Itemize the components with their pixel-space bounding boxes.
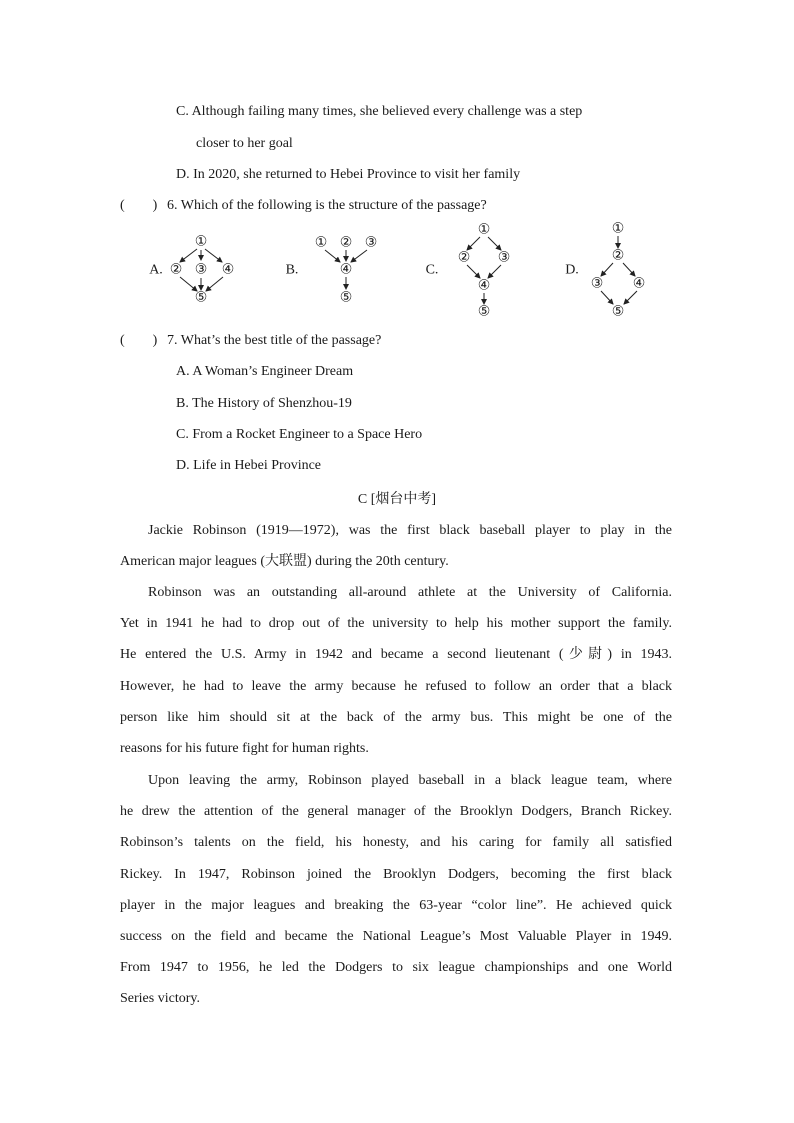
q7-option-c[interactable]: C. From a Rocket Engineer to a Space Hero bbox=[176, 427, 423, 442]
paragraph-3-line: success on the field and became the National League’s Most Valuable Player in 1949. bbox=[120, 928, 672, 944]
paragraph-3-line: Robinson’s talents on the field, his honesty, and his caring for family all satisfied bbox=[120, 835, 672, 851]
q6-question: 6. Which of the following is the structure of the passage? bbox=[167, 198, 487, 213]
b-node-4: ④ bbox=[339, 262, 353, 278]
c-node-2: ② bbox=[457, 250, 471, 266]
q7-question: 7. What’s the best title of the passage? bbox=[167, 333, 382, 348]
paragraph-1-line: American major leagues (大联盟) during the 20th century. bbox=[120, 554, 449, 570]
paragraph-2-line: However, he had to leave the army because he refused to follow an order that a black bbox=[120, 678, 672, 694]
option-c-label: C. bbox=[425, 262, 439, 278]
structure-diagrams bbox=[140, 220, 660, 329]
paragraph-3-line: he drew the attention of the general manager of the Brooklyn Dodgers, Branch Rickey. bbox=[120, 804, 672, 820]
paragraph-3-line: Series victory. bbox=[120, 991, 200, 1007]
a-node-5: ⑤ bbox=[194, 290, 208, 306]
q6-paren-close: ) bbox=[152, 198, 158, 213]
a-node-4: ④ bbox=[221, 262, 235, 278]
q7-option-d[interactable]: D. Life in Hebei Province bbox=[176, 458, 322, 473]
d-node-2: ② bbox=[611, 248, 625, 264]
d-node-3: ③ bbox=[590, 276, 604, 292]
option-d-label: D. bbox=[565, 262, 579, 278]
paragraph-2-line: reasons for his future fight for human rights. bbox=[120, 740, 369, 756]
a-node-1: ① bbox=[194, 234, 208, 250]
structure-diagrams-svg bbox=[140, 220, 660, 324]
q7-answer-blank[interactable] bbox=[120, 331, 157, 351]
q7-option-b[interactable]: B. The History of Shenzhou-19 bbox=[176, 396, 352, 411]
paragraph-1 bbox=[120, 521, 672, 583]
paragraph-3-line: Rickey. In 1947, Robinson joined the Brooklyn Dodgers, becoming the first black bbox=[120, 866, 672, 882]
paragraph-2-line: person like him should sit at the back of the army bus. This might be one of the bbox=[120, 709, 672, 725]
option-b-label: B. bbox=[285, 262, 299, 278]
q7-paren-open: ( bbox=[120, 333, 125, 348]
c-node-1: ① bbox=[477, 222, 491, 238]
b-node-3: ③ bbox=[364, 235, 378, 251]
paragraph-2-line: Robinson was an outstanding all-around athlete at the University of California. bbox=[148, 585, 672, 600]
paragraph-1-line: Jackie Robinson (1919—1972), was the first black baseball player to play in the bbox=[148, 523, 672, 538]
q5-option-d: D. In 2020, she returned to Hebei Province to visit her family bbox=[176, 167, 521, 182]
a-node-2: ② bbox=[169, 262, 183, 278]
d-node-5: ⑤ bbox=[611, 304, 625, 320]
paragraph-2-line: He entered the U.S. Army in 1942 and became a second lieutenant (少尉) in 1943. bbox=[120, 647, 672, 663]
c-node-3: ③ bbox=[497, 250, 511, 266]
q7-paren-close: ) bbox=[152, 333, 158, 348]
q6-answer-blank[interactable] bbox=[120, 196, 157, 216]
c-node-4: ④ bbox=[477, 278, 491, 294]
paragraph-3-line: player in the major leagues and breaking the 63-year “color line”. He achieved quick bbox=[120, 897, 672, 913]
section-c-title: C [烟台中考] bbox=[357, 492, 437, 507]
paragraph-2 bbox=[120, 583, 672, 770]
c-node-5: ⑤ bbox=[477, 304, 491, 320]
q6-paren-open: ( bbox=[120, 198, 125, 213]
d-node-1: ① bbox=[611, 221, 625, 237]
q5-option-c-line1: C. Although failing many times, she believed every challenge was a step bbox=[176, 104, 583, 119]
paragraph-2-line: Yet in 1941 he had to drop out of the university to help his mother support the family. bbox=[120, 616, 672, 632]
d-node-4: ④ bbox=[632, 276, 646, 292]
b-node-5: ⑤ bbox=[339, 290, 353, 306]
option-a-label: A. bbox=[149, 262, 163, 278]
b-node-2: ② bbox=[339, 235, 353, 251]
paragraph-3-line: Upon leaving the army, Robinson played baseball in a black league team, where bbox=[148, 773, 672, 788]
paragraph-3 bbox=[120, 771, 672, 1021]
a-node-3: ③ bbox=[194, 262, 208, 278]
q7-option-a[interactable]: A. A Woman’s Engineer Dream bbox=[176, 364, 354, 379]
q5-option-c-line2: closer to her goal bbox=[196, 136, 293, 151]
paragraph-3-line: From 1947 to 1956, he led the Dodgers to six league championships and one World bbox=[120, 960, 672, 976]
b-node-1: ① bbox=[314, 235, 328, 251]
